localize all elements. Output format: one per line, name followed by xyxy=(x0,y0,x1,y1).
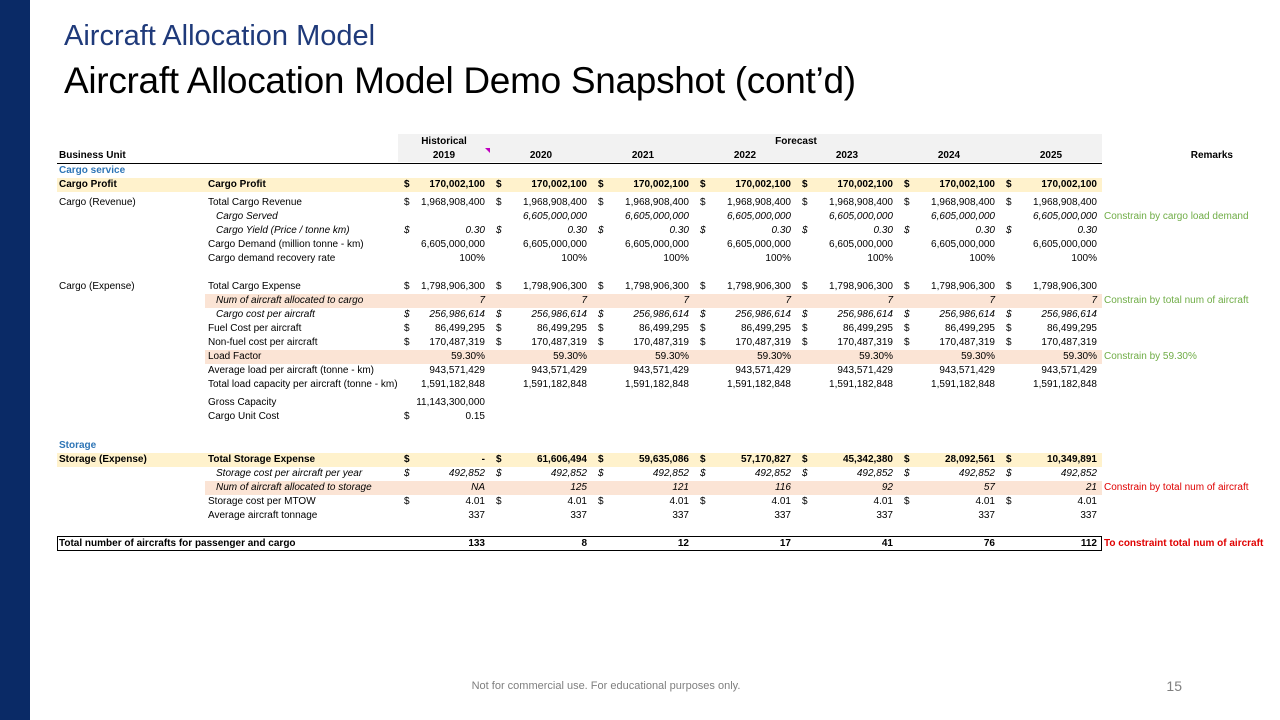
value-cell: 6,605,000,000 xyxy=(829,211,893,222)
row-label: Total Cargo Expense xyxy=(208,281,301,292)
value-cell: 492,852 xyxy=(550,468,587,479)
dollar-sign: $ xyxy=(404,309,410,320)
dollar-sign: $ xyxy=(496,225,502,236)
value-cell: 41 xyxy=(881,538,893,549)
dollar-sign: $ xyxy=(496,309,502,320)
dollar-sign: $ xyxy=(404,323,410,334)
value-cell: 7 xyxy=(581,295,587,306)
value-cell: 6,605,000,000 xyxy=(829,239,893,250)
value-cell: 337 xyxy=(876,510,893,521)
dollar-sign: $ xyxy=(802,468,808,479)
year-header-2020: 2020 xyxy=(529,150,553,161)
dollar-sign: $ xyxy=(802,454,808,465)
dollar-sign: $ xyxy=(904,337,910,348)
value-cell: 100% xyxy=(765,253,791,264)
dollar-sign: $ xyxy=(700,496,706,507)
row-label: Num of aircraft allocated to storage xyxy=(216,482,372,493)
value-cell: 57 xyxy=(983,482,995,493)
value-cell: 86,499,295 xyxy=(536,323,587,334)
dollar-sign: $ xyxy=(700,309,706,320)
value-cell: 4.01 xyxy=(669,496,689,507)
value-cell: 100% xyxy=(867,253,893,264)
value-cell: 1,798,906,300 xyxy=(931,281,995,292)
dollar-sign: $ xyxy=(496,281,502,292)
dollar-sign: $ xyxy=(904,309,910,320)
dollar-sign: $ xyxy=(404,197,410,208)
row-label: Total Storage Expense xyxy=(208,454,316,465)
value-cell: 256,986,614 xyxy=(1041,309,1097,320)
row-category: Cargo Profit xyxy=(59,179,117,190)
dollar-sign: $ xyxy=(598,179,604,190)
value-cell: 0.30 xyxy=(1077,225,1097,236)
value-cell: 256,986,614 xyxy=(531,309,587,320)
value-cell: 170,487,319 xyxy=(1041,337,1097,348)
value-cell xyxy=(490,396,587,410)
dollar-sign: $ xyxy=(496,454,502,465)
value-cell: 170,002,100 xyxy=(735,179,791,190)
value-cell: 0.30 xyxy=(567,225,587,236)
remarks-header: Remarks xyxy=(1190,150,1233,161)
row-label: Cargo Profit xyxy=(208,179,266,190)
comment-marker-icon xyxy=(485,148,490,153)
value-cell: 943,571,429 xyxy=(939,365,995,376)
year-header-2021: 2021 xyxy=(631,150,655,161)
value-cell: 100% xyxy=(459,253,485,264)
dollar-sign: $ xyxy=(598,496,604,507)
value-cell: 12 xyxy=(677,538,689,549)
value-cell: 170,487,319 xyxy=(837,337,893,348)
value-cell: 337 xyxy=(978,510,995,521)
year-header-2025: 2025 xyxy=(1039,150,1063,161)
value-cell: 1,968,908,400 xyxy=(625,197,689,208)
dollar-sign: $ xyxy=(404,411,410,422)
value-cell: 492,852 xyxy=(448,468,485,479)
dollar-sign: $ xyxy=(700,468,706,479)
dollar-sign: $ xyxy=(1006,337,1012,348)
value-cell: 1,798,906,300 xyxy=(1033,281,1097,292)
value-cell: 7 xyxy=(989,295,995,306)
value-cell: 492,852 xyxy=(856,468,893,479)
dollar-sign: $ xyxy=(404,454,410,465)
value-cell: 1,591,182,848 xyxy=(523,379,587,390)
value-cell: 170,487,319 xyxy=(939,337,995,348)
value-cell: 1,591,182,848 xyxy=(829,379,893,390)
value-cell: 170,002,100 xyxy=(633,179,689,190)
value-cell: 1,968,908,400 xyxy=(931,197,995,208)
value-cell: 943,571,429 xyxy=(531,365,587,376)
row-label: Num of aircraft allocated to cargo xyxy=(216,295,364,306)
value-cell: 0.30 xyxy=(669,225,689,236)
value-cell: 492,852 xyxy=(652,468,689,479)
value-cell: 170,002,100 xyxy=(1041,179,1097,190)
value-cell: 6,605,000,000 xyxy=(727,239,791,250)
year-header-2019: 2019 xyxy=(432,150,456,161)
value-cell: 59.30% xyxy=(553,351,587,362)
header-underline xyxy=(57,163,1102,164)
row-label: Cargo Yield (Price / tonne km) xyxy=(216,225,350,236)
dollar-sign: $ xyxy=(496,323,502,334)
value-cell: 100% xyxy=(663,253,689,264)
value-cell: 170,487,319 xyxy=(735,337,791,348)
value-cell: 1,798,906,300 xyxy=(625,281,689,292)
value-cell: 492,852 xyxy=(958,468,995,479)
value-cell xyxy=(490,410,587,424)
dollar-sign: $ xyxy=(802,281,808,292)
value-cell: 59.30% xyxy=(757,351,791,362)
dollar-sign: $ xyxy=(1006,179,1012,190)
row-label: Storage cost per aircraft per year xyxy=(216,468,363,479)
value-cell: 337 xyxy=(672,510,689,521)
value-cell: 0.30 xyxy=(873,225,893,236)
row-label: Non-fuel cost per aircraft xyxy=(208,337,318,348)
value-cell: 28,092,561 xyxy=(944,454,995,465)
value-cell: 1,591,182,848 xyxy=(625,379,689,390)
value-cell: 59.30% xyxy=(961,351,995,362)
value-cell: 170,487,319 xyxy=(429,337,485,348)
value-cell: 256,986,614 xyxy=(837,309,893,320)
value-cell xyxy=(592,396,689,410)
value-cell: 256,986,614 xyxy=(939,309,995,320)
dollar-sign: $ xyxy=(904,179,910,190)
value-cell: 337 xyxy=(570,510,587,521)
year-header-2023: 2023 xyxy=(835,150,859,161)
value-cell: 0.30 xyxy=(771,225,791,236)
row-label: Cargo Demand (million tonne - km) xyxy=(208,239,364,250)
value-cell: 57,170,827 xyxy=(740,454,791,465)
row-category: Cargo service xyxy=(59,165,126,176)
value-cell: 6,605,000,000 xyxy=(931,211,995,222)
left-accent-bar xyxy=(0,0,30,720)
value-cell: 121 xyxy=(672,482,689,493)
value-cell xyxy=(796,396,893,410)
row-category: Storage xyxy=(59,440,97,451)
value-cell: 6,605,000,000 xyxy=(727,211,791,222)
value-cell: 4.01 xyxy=(1077,496,1097,507)
value-cell: 86,499,295 xyxy=(944,323,995,334)
dollar-sign: $ xyxy=(1006,454,1012,465)
value-cell: 4.01 xyxy=(771,496,791,507)
value-cell: 100% xyxy=(969,253,995,264)
value-cell: 6,605,000,000 xyxy=(625,211,689,222)
value-cell: 1,968,908,400 xyxy=(523,197,587,208)
value-cell xyxy=(398,210,485,224)
row-category: Storage (Expense) xyxy=(59,454,147,465)
value-cell: 86,499,295 xyxy=(434,323,485,334)
value-cell: 1,591,182,848 xyxy=(421,379,485,390)
value-cell: 6,605,000,000 xyxy=(931,239,995,250)
dollar-sign: $ xyxy=(496,468,502,479)
dollar-sign: $ xyxy=(496,496,502,507)
value-cell: 4.01 xyxy=(873,496,893,507)
dollar-sign: $ xyxy=(598,281,604,292)
row-remark: To constraint total num of aircraft xyxy=(1104,538,1264,549)
value-cell: 492,852 xyxy=(1060,468,1097,479)
value-cell: 92 xyxy=(881,482,893,493)
dollar-sign: $ xyxy=(1006,496,1012,507)
value-cell: 59.30% xyxy=(1063,351,1097,362)
value-cell: 4.01 xyxy=(975,496,995,507)
value-cell: 59.30% xyxy=(655,351,689,362)
dollar-sign: $ xyxy=(700,225,706,236)
value-cell: 0.30 xyxy=(465,225,485,236)
dollar-sign: $ xyxy=(904,197,910,208)
row-label: Total load capacity per aircraft (tonne - km) xyxy=(208,379,398,390)
value-cell: 4.01 xyxy=(465,496,485,507)
value-cell: 337 xyxy=(774,510,791,521)
footer-note: Not for commercial use. For educational purposes only. xyxy=(471,680,741,692)
value-cell: 1,968,908,400 xyxy=(421,197,485,208)
value-cell: 170,002,100 xyxy=(531,179,587,190)
value-cell: 100% xyxy=(1071,253,1097,264)
row-label: Cargo cost per aircraft xyxy=(216,309,315,320)
value-cell: 59.30% xyxy=(859,351,893,362)
value-cell xyxy=(898,410,995,424)
value-cell: - xyxy=(481,454,485,465)
dollar-sign: $ xyxy=(802,225,808,236)
dollar-sign: $ xyxy=(802,309,808,320)
dollar-sign: $ xyxy=(496,197,502,208)
dollar-sign: $ xyxy=(1006,468,1012,479)
value-cell: 59,635,086 xyxy=(638,454,689,465)
row-label: Cargo demand recovery rate xyxy=(208,253,336,264)
value-cell: 0.15 xyxy=(465,411,485,422)
value-cell: 17 xyxy=(779,538,791,549)
value-cell: 256,986,614 xyxy=(633,309,689,320)
value-cell xyxy=(592,410,689,424)
value-cell: 21 xyxy=(1085,482,1097,493)
value-cell: 7 xyxy=(683,295,689,306)
dollar-sign: $ xyxy=(598,468,604,479)
dollar-sign: $ xyxy=(496,337,502,348)
value-cell: 86,499,295 xyxy=(1046,323,1097,334)
dollar-sign: $ xyxy=(1006,225,1012,236)
dollar-sign: $ xyxy=(598,309,604,320)
dollar-sign: $ xyxy=(404,281,410,292)
dollar-sign: $ xyxy=(904,281,910,292)
value-cell: 1,591,182,848 xyxy=(1033,379,1097,390)
row-remark: Constrain by 59.30% xyxy=(1104,351,1197,362)
dollar-sign: $ xyxy=(700,197,706,208)
value-cell: 7 xyxy=(887,295,893,306)
dollar-sign: $ xyxy=(700,323,706,334)
value-cell: NA xyxy=(471,482,485,493)
row-label: Average load per aircraft (tonne - km) xyxy=(208,365,375,376)
dollar-sign: $ xyxy=(1006,309,1012,320)
row-label: Cargo Unit Cost xyxy=(208,411,280,422)
value-cell: 1,968,908,400 xyxy=(829,197,893,208)
value-cell xyxy=(694,410,791,424)
value-cell: 112 xyxy=(1080,538,1097,549)
value-cell: 7 xyxy=(479,295,485,306)
value-cell xyxy=(898,396,995,410)
value-cell xyxy=(1000,396,1097,410)
dollar-sign: $ xyxy=(1006,197,1012,208)
row-category: Cargo (Expense) xyxy=(59,281,135,292)
value-cell: 337 xyxy=(1080,510,1097,521)
value-cell: 170,487,319 xyxy=(633,337,689,348)
value-cell xyxy=(694,396,791,410)
dollar-sign: $ xyxy=(904,323,910,334)
dollar-sign: $ xyxy=(802,323,808,334)
value-cell: 59.30% xyxy=(451,351,485,362)
value-cell: 6,605,000,000 xyxy=(523,239,587,250)
dollar-sign: $ xyxy=(1006,323,1012,334)
dollar-sign: $ xyxy=(802,197,808,208)
slide-subtitle: Aircraft Allocation Model xyxy=(64,20,376,52)
value-cell: 45,342,380 xyxy=(842,454,893,465)
value-cell: 492,852 xyxy=(754,468,791,479)
value-cell: 1,591,182,848 xyxy=(727,379,791,390)
dollar-sign: $ xyxy=(700,454,706,465)
dollar-sign: $ xyxy=(700,281,706,292)
dollar-sign: $ xyxy=(904,454,910,465)
value-cell: 11,143,300,000 xyxy=(416,397,485,408)
dollar-sign: $ xyxy=(598,337,604,348)
row-label: Cargo Served xyxy=(216,211,278,222)
dollar-sign: $ xyxy=(404,337,410,348)
dollar-sign: $ xyxy=(802,337,808,348)
value-cell: 10,349,891 xyxy=(1046,454,1097,465)
slide-title: Aircraft Allocation Model Demo Snapshot (cont’d) xyxy=(64,60,856,101)
value-cell: 86,499,295 xyxy=(740,323,791,334)
year-header-2022: 2022 xyxy=(733,150,757,161)
value-cell: 125 xyxy=(570,482,587,493)
row-label: Load Factor xyxy=(208,351,262,362)
dollar-sign: $ xyxy=(904,496,910,507)
dollar-sign: $ xyxy=(404,496,410,507)
dollar-sign: $ xyxy=(404,468,410,479)
value-cell: 4.01 xyxy=(567,496,587,507)
row-remark: Constrain by total num of aircraft xyxy=(1104,295,1249,306)
dollar-sign: $ xyxy=(1006,281,1012,292)
dollar-sign: $ xyxy=(598,454,604,465)
value-cell: 86,499,295 xyxy=(842,323,893,334)
dollar-sign: $ xyxy=(496,179,502,190)
value-cell: 0.30 xyxy=(975,225,995,236)
row-label: Gross Capacity xyxy=(208,397,277,408)
row-label: Storage cost per MTOW xyxy=(208,496,316,507)
value-cell: 6,605,000,000 xyxy=(1033,239,1097,250)
value-cell: 256,986,614 xyxy=(429,309,485,320)
dollar-sign: $ xyxy=(904,468,910,479)
row-category: Total number of aircrafts for passenger and cargo xyxy=(59,538,296,549)
value-cell: 943,571,429 xyxy=(429,365,485,376)
row-label: Average aircraft tonnage xyxy=(208,510,318,521)
year-header-2024: 2024 xyxy=(937,150,961,161)
row-label: Fuel Cost per aircraft xyxy=(208,323,302,334)
value-cell: 1,968,908,400 xyxy=(727,197,791,208)
value-cell: 6,605,000,000 xyxy=(523,211,587,222)
value-cell: 170,002,100 xyxy=(939,179,995,190)
value-cell: 86,499,295 xyxy=(638,323,689,334)
page-number: 15 xyxy=(1166,678,1182,694)
value-cell: 170,002,100 xyxy=(429,179,485,190)
dollar-sign: $ xyxy=(598,225,604,236)
dollar-sign: $ xyxy=(700,337,706,348)
value-cell: 1,968,908,400 xyxy=(1033,197,1097,208)
value-cell: 7 xyxy=(785,295,791,306)
forecast-header: Forecast xyxy=(775,136,817,147)
value-cell: 337 xyxy=(468,510,485,521)
value-cell xyxy=(1000,410,1097,424)
value-cell: 6,605,000,000 xyxy=(625,239,689,250)
value-cell: 943,571,429 xyxy=(633,365,689,376)
value-cell: 100% xyxy=(561,253,587,264)
value-cell: 8 xyxy=(581,538,587,549)
dollar-sign: $ xyxy=(404,179,410,190)
value-cell: 6,605,000,000 xyxy=(421,239,485,250)
row-remark: Constrain by total num of aircraft xyxy=(1104,482,1249,493)
value-cell xyxy=(796,410,893,424)
value-cell: 1,798,906,300 xyxy=(829,281,893,292)
row-category: Cargo (Revenue) xyxy=(59,197,136,208)
value-cell: 943,571,429 xyxy=(1041,365,1097,376)
value-cell: 1,798,906,300 xyxy=(727,281,791,292)
dollar-sign: $ xyxy=(598,197,604,208)
dollar-sign: $ xyxy=(404,225,410,236)
value-cell: 256,986,614 xyxy=(735,309,791,320)
value-cell: 7 xyxy=(1091,295,1097,306)
row-label: Total Cargo Revenue xyxy=(208,197,302,208)
dollar-sign: $ xyxy=(598,323,604,334)
value-cell: 943,571,429 xyxy=(735,365,791,376)
value-cell: 6,605,000,000 xyxy=(1033,211,1097,222)
value-cell: 76 xyxy=(983,538,995,549)
dollar-sign: $ xyxy=(802,496,808,507)
dollar-sign: $ xyxy=(802,179,808,190)
value-cell: 170,487,319 xyxy=(531,337,587,348)
dollar-sign: $ xyxy=(904,225,910,236)
value-cell: 1,591,182,848 xyxy=(931,379,995,390)
value-cell: 116 xyxy=(775,482,791,493)
row-remark: Constrain by cargo load demand xyxy=(1104,211,1249,222)
value-cell: 1,798,906,300 xyxy=(523,281,587,292)
value-cell: 61,606,494 xyxy=(536,454,587,465)
value-cell: 170,002,100 xyxy=(837,179,893,190)
historical-header: Historical xyxy=(421,136,467,147)
value-cell: 943,571,429 xyxy=(837,365,893,376)
dollar-sign: $ xyxy=(700,179,706,190)
value-cell: 133 xyxy=(468,538,485,549)
business-unit-header: Business Unit xyxy=(59,150,126,161)
value-cell: 1,798,906,300 xyxy=(421,281,485,292)
